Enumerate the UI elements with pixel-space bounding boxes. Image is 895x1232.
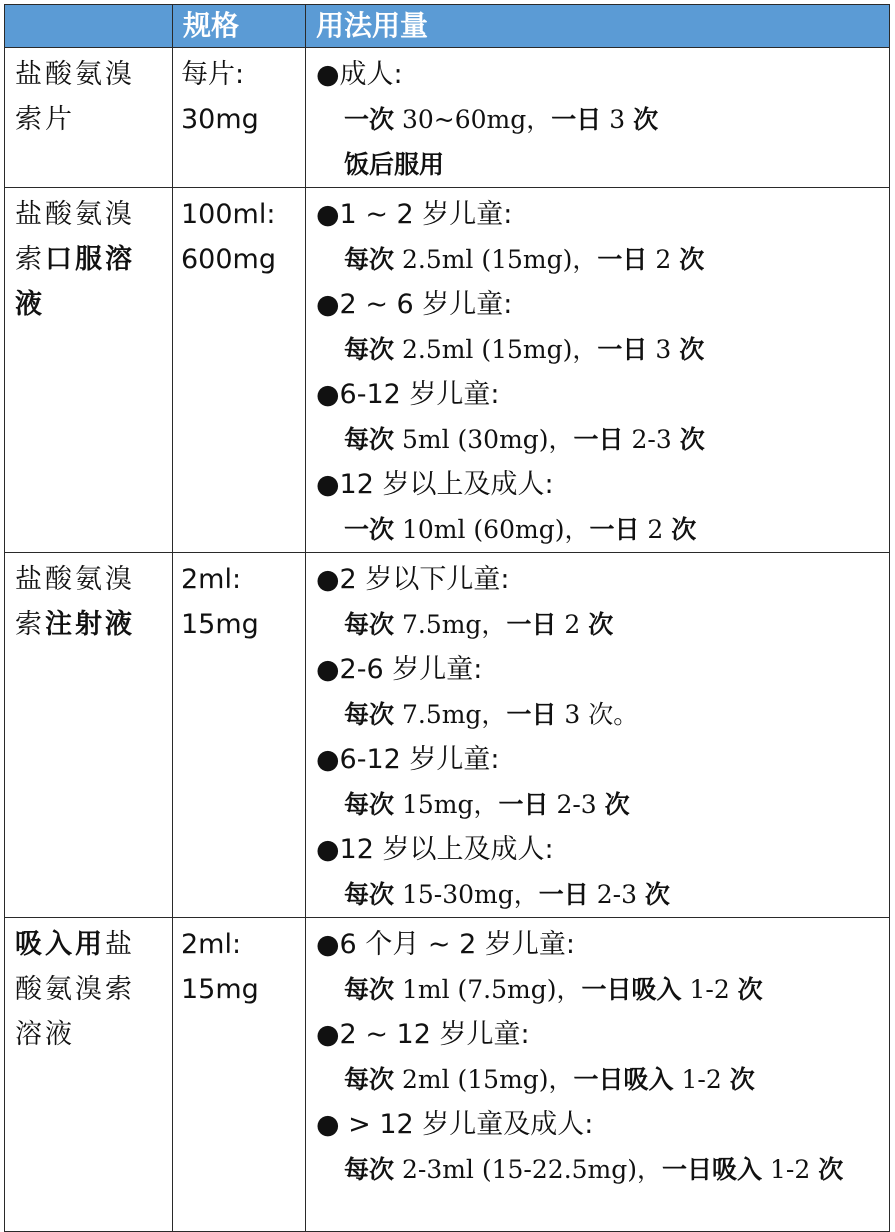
usage-cell bbox=[306, 918, 890, 1232]
usage-cell bbox=[306, 48, 890, 188]
usage-category: ●6-12 岁儿童: bbox=[316, 744, 500, 775]
usage-dose: 每次 1ml (7.5mg)，一日吸入 1-2 次 bbox=[344, 975, 763, 1004]
drug-name bbox=[5, 188, 173, 553]
drug-name-text: 盐酸氨溴索片 bbox=[15, 59, 135, 135]
usage-category: ●6-12 岁儿童: bbox=[316, 379, 500, 410]
drug-form: 注射液 bbox=[45, 609, 135, 640]
spec-amount: 15mg bbox=[181, 609, 259, 640]
drug-spec bbox=[173, 48, 306, 188]
drug-spec bbox=[173, 188, 306, 553]
usage-dose: 每次 15mg，一日 2-3 次 bbox=[344, 790, 630, 819]
usage-dose: 每次 2.5ml (15mg)，一日 2 次 bbox=[344, 245, 705, 274]
drug-spec bbox=[173, 918, 306, 1232]
usage-dose: 一次 30~60mg，一日 3 次 bbox=[344, 105, 659, 134]
table-row bbox=[5, 553, 890, 918]
drug-form: 口服溶液 bbox=[15, 244, 135, 320]
usage-dose: 每次 5ml (30mg)，一日 2-3 次 bbox=[344, 425, 705, 454]
spec-volume: 100ml: bbox=[181, 199, 276, 230]
header-row bbox=[5, 5, 890, 48]
drug-spec bbox=[173, 553, 306, 918]
usage-category: ●2 岁以下儿童: bbox=[316, 564, 510, 595]
usage-dose: 每次 2.5ml (15mg)，一日 3 次 bbox=[344, 335, 705, 364]
usage-category: ●12 岁以上及成人: bbox=[316, 834, 554, 865]
dosage-table bbox=[4, 4, 890, 1232]
table-row bbox=[5, 918, 890, 1232]
spec-amount: 15mg bbox=[181, 974, 259, 1005]
usage-category: ● > 12 岁儿童及成人: bbox=[316, 1109, 594, 1140]
usage-dose: 每次 15-30mg，一日 2-3 次 bbox=[344, 880, 670, 909]
header-usage: 用法用量 bbox=[306, 5, 890, 48]
usage-dose: 每次 2ml (15mg)，一日吸入 1-2 次 bbox=[344, 1065, 755, 1094]
spec-amount: 30mg bbox=[181, 104, 259, 135]
drug-name bbox=[5, 918, 173, 1232]
usage-dose: 一次 10ml (60mg)，一日 2 次 bbox=[344, 515, 697, 544]
header-spec: 规格 bbox=[173, 5, 306, 48]
usage-category: ●1 ~ 2 岁儿童: bbox=[316, 199, 513, 230]
drug-name bbox=[5, 553, 173, 918]
spec-amount: 600mg bbox=[181, 244, 276, 275]
drug-name-text: 盐酸氨溴索 bbox=[15, 199, 135, 275]
usage-cell bbox=[306, 553, 890, 918]
drug-name-text: 盐酸氨溴索溶液 bbox=[15, 929, 135, 1050]
drug-form: 吸入用 bbox=[15, 929, 105, 960]
drug-name bbox=[5, 48, 173, 188]
spec-volume: 每片: bbox=[181, 59, 245, 90]
usage-category: ●12 岁以上及成人: bbox=[316, 469, 554, 500]
header-name bbox=[5, 5, 173, 48]
table-row bbox=[5, 48, 890, 188]
usage-category: ●2 ~ 6 岁儿童: bbox=[316, 289, 513, 320]
usage-category: ●成人: bbox=[316, 59, 403, 90]
drug-name-text: 盐酸氨溴索 bbox=[15, 564, 135, 640]
spec-volume: 2ml: bbox=[181, 929, 242, 960]
usage-note: 饭后服用 bbox=[344, 150, 445, 179]
usage-cell bbox=[306, 188, 890, 553]
table-row bbox=[5, 188, 890, 553]
usage-dose: 每次 7.5mg，一日 2 次 bbox=[344, 610, 614, 639]
usage-category: ●2-6 岁儿童: bbox=[316, 654, 483, 685]
usage-category: ●6 个月 ~ 2 岁儿童: bbox=[316, 929, 575, 960]
usage-category: ●2 ~ 12 岁儿童: bbox=[316, 1019, 530, 1050]
spec-volume: 2ml: bbox=[181, 564, 242, 595]
usage-dose: 每次 2-3ml (15-22.5mg)，一日吸入 1-2 次 bbox=[344, 1155, 844, 1184]
usage-dose: 每次 7.5mg，一日 3 次。 bbox=[344, 700, 639, 729]
